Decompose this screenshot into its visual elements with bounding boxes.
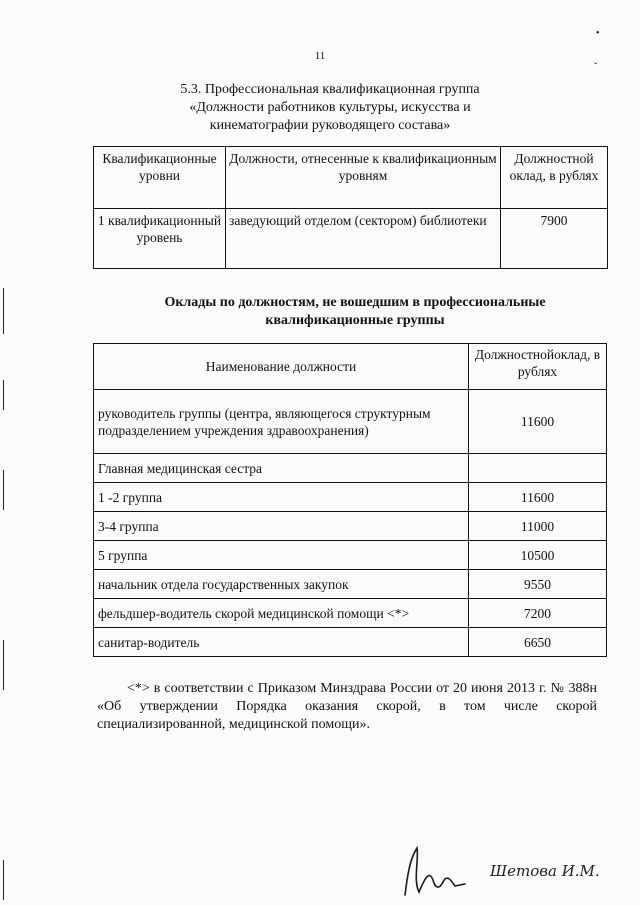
header-levels: Квалификационные уровни <box>94 147 226 209</box>
table-row <box>94 209 608 269</box>
heading-line-3: кинематографии руководящего состава» <box>209 118 451 133</box>
position-name: 3-4 группа <box>94 512 469 541</box>
salary-value: 9550 <box>469 570 607 599</box>
salary-value: 11600 <box>469 483 607 512</box>
table-row <box>94 390 607 454</box>
salary-value: 10500 <box>469 541 607 570</box>
qualification-table <box>93 146 608 269</box>
table-row <box>94 512 607 541</box>
heading-line-1: 5.3. Профессиональная квалификационная группа <box>180 82 480 97</box>
subheading-line-2: квалификационные группы <box>265 313 445 328</box>
position-name: 5 группа <box>94 541 469 570</box>
position-name: 1 -2 группа <box>94 483 469 512</box>
header-salary: Должностной оклад, в рублях <box>501 147 608 209</box>
position-cell: заведующий отделом (сектором) библиотеки <box>226 209 501 269</box>
position-name: Главная медицинская сестра <box>94 454 469 483</box>
table-row <box>94 483 607 512</box>
scan-speck: • <box>596 28 600 39</box>
page-number: 11 <box>314 50 326 62</box>
salary-value: 11600 <box>469 390 607 454</box>
signature-scribble <box>395 840 470 900</box>
table-row <box>94 454 607 483</box>
position-name: начальник отдела государственных закупок <box>94 570 469 599</box>
table-row <box>94 570 607 599</box>
handwritten-name: Шетова И.М. <box>490 862 600 880</box>
subheading <box>80 294 630 330</box>
salary-value <box>469 454 607 483</box>
heading-line-2: «Должности работников культуры, искусства и <box>189 100 471 115</box>
salary-cell: 7900 <box>501 209 608 269</box>
table-header-row <box>94 344 607 390</box>
salary-value: 11000 <box>469 512 607 541</box>
table-row <box>94 599 607 628</box>
scan-margin-mark <box>3 640 4 690</box>
scan-margin-mark <box>3 470 4 510</box>
position-name: фельдшер-водитель скорой медицинской помощи <*> <box>94 599 469 628</box>
scan-margin-mark <box>3 380 4 410</box>
level-cell: 1 квалификационный уровень <box>94 209 226 269</box>
header-positions: Должности, отнесенные к квалификационным уровням <box>226 147 501 209</box>
salary-value: 7200 <box>469 599 607 628</box>
table-header-row <box>94 147 608 209</box>
header-position-name: Наименование должности <box>94 344 469 390</box>
position-name: руководитель группы (центра, являющегося структурным подразделением учреждения здравоохранения) <box>94 390 469 454</box>
table-row <box>94 628 607 657</box>
salary-table <box>93 343 607 657</box>
scan-margin-mark <box>3 860 4 900</box>
subheading-line-1: Оклады по должностям, не вошедшим в профессиональные <box>164 295 546 310</box>
salary-value: 6650 <box>469 628 607 657</box>
scan-speck: ˇ <box>594 62 598 73</box>
scan-margin-mark <box>3 288 4 334</box>
table-row <box>94 541 607 570</box>
header-salary: Должностнойоклад, в рублях <box>469 344 607 390</box>
section-heading <box>120 81 540 135</box>
footnote: <*> в соответствии с Приказом Минздрава России от 20 июня 2013 г. № 388н «Об утверждении Порядка оказания скорой, в том числе скорой специализированной, медицинской помощи». <box>97 681 597 732</box>
position-name: санитар-водитель <box>94 628 469 657</box>
